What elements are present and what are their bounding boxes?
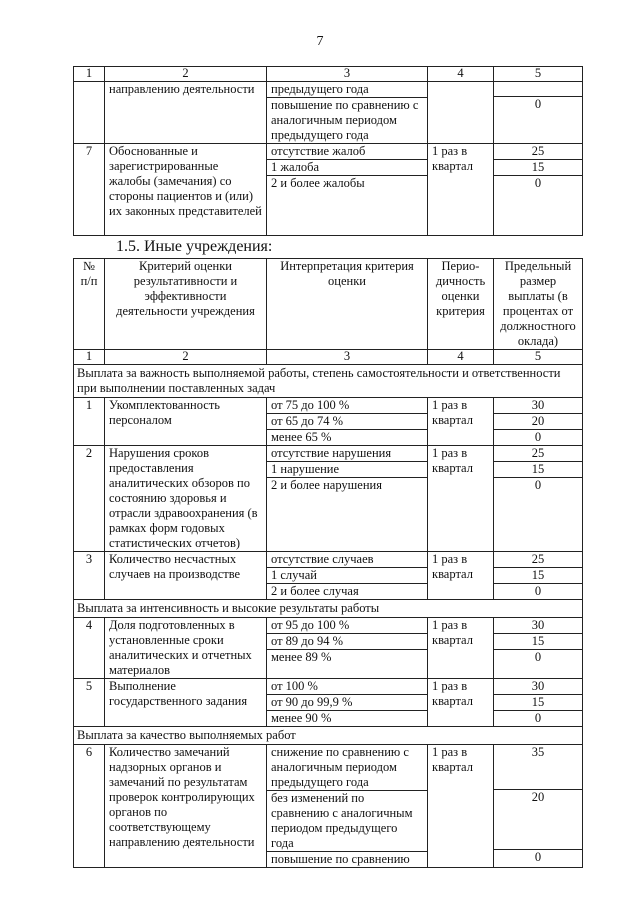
interp-line: повышение по сравнению — [271, 852, 410, 866]
column-number-row — [74, 350, 583, 365]
criterion-cell: Доля подготовленных в установленные сроки аналитических и отчетных материалов — [105, 618, 267, 679]
interp-line: повышение по сравнению с аналогичным периодом предыдущего года — [271, 98, 419, 142]
interp-line: отсутствие случаев — [267, 552, 427, 568]
value-line: 30 — [494, 398, 582, 414]
row-number: 4 — [74, 618, 105, 679]
interp-line: 2 и более случая — [271, 584, 359, 598]
table-row — [74, 552, 583, 600]
criterion-cell: направлению деятельности — [105, 82, 267, 144]
interp-line: от 89 до 94 % — [267, 634, 427, 650]
section-title: Выплата за интенсивность и высокие результаты работы — [74, 600, 583, 618]
col-number: 4 — [428, 67, 494, 82]
criterion-cell: Количество несчастных случаев на производстве — [105, 552, 267, 600]
value-line: 0 — [534, 478, 542, 492]
value-line: 20 — [494, 790, 582, 850]
col-number: 3 — [267, 350, 428, 365]
interp-line: менее 89 % — [271, 650, 332, 664]
table-row — [74, 618, 583, 679]
header-num: № п/п — [74, 259, 105, 350]
value-line: 15 — [494, 634, 582, 650]
interp-line: снижение по сравнению с аналогичным периодом предыдущего года — [267, 745, 427, 791]
interp-line: менее 65 % — [271, 430, 332, 444]
table-row — [74, 82, 583, 144]
table-row — [74, 398, 583, 446]
value-line: 25 — [494, 446, 582, 462]
row-number: 2 — [74, 446, 105, 552]
value-line: 0 — [534, 850, 542, 864]
interp-line: отсутствие жалоб — [267, 144, 427, 160]
value-line: 30 — [494, 618, 582, 634]
interp-line: менее 90 % — [271, 711, 332, 725]
period-cell: 1 раз в квартал — [428, 446, 494, 552]
section-title: Выплата за качество выполняемых работ — [74, 727, 583, 745]
value-line — [494, 82, 582, 97]
row-number: 1 — [74, 398, 105, 446]
row-number: 5 — [74, 679, 105, 727]
period-cell: 1 раз в квартал — [428, 398, 494, 446]
table-row — [74, 745, 583, 868]
interp-line: 2 и более жалобы — [271, 176, 365, 190]
value-line: 15 — [494, 160, 582, 176]
section-row — [74, 600, 583, 618]
row-number: 6 — [74, 745, 105, 868]
interp-line: от 95 до 100 % — [267, 618, 427, 634]
table-continuation — [73, 66, 583, 236]
period-cell: 1 раз в квартал — [428, 679, 494, 727]
interp-line: 2 и более нарушения — [271, 478, 382, 492]
value-line: 15 — [494, 695, 582, 711]
interp-line: отсутствие нарушения — [267, 446, 427, 462]
value-line: 35 — [494, 745, 582, 790]
value-line: 20 — [494, 414, 582, 430]
interp-line: предыдущего года — [267, 82, 427, 98]
interp-line: от 100 % — [267, 679, 427, 695]
value-line: 0 — [534, 711, 542, 725]
interp-line: от 65 до 74 % — [267, 414, 427, 430]
column-number-row — [74, 67, 583, 82]
table-row — [74, 679, 583, 727]
col-number: 1 — [74, 67, 105, 82]
period-cell: 1 раз в квартал — [428, 552, 494, 600]
header-row — [74, 259, 583, 350]
col-number: 3 — [267, 67, 428, 82]
header-interp: Интерпретация критерия оценки — [267, 259, 428, 350]
interp-line: без изменений по сравнению с аналогичным периодом предыдущего года — [267, 791, 427, 852]
table-other-institutions — [73, 258, 583, 868]
col-number: 1 — [74, 350, 105, 365]
row-number: 3 — [74, 552, 105, 600]
criterion-cell: Количество замечаний надзорных органов и замечаний по результатам проверок контролирующих органов по соответствующему направлению деятельности — [105, 745, 267, 868]
interp-line: 1 жалоба — [267, 160, 427, 176]
section-row — [74, 365, 583, 398]
header-period: Перио-дичность оценки критерия — [428, 259, 494, 350]
col-number: 2 — [105, 350, 267, 365]
col-number: 5 — [494, 67, 583, 82]
table-row — [74, 144, 583, 236]
criterion-cell: Нарушения сроков предоставления аналитических обзоров по состоянию здоровья и отрасли здравоохранения (в рамках форм годовых статистических отчетов) — [105, 446, 267, 552]
col-number: 5 — [494, 350, 583, 365]
value-line: 0 — [534, 650, 542, 664]
period-cell: 1 раз в квартал — [428, 144, 494, 236]
value-line: 0 — [534, 97, 542, 111]
criterion-cell: Обоснованные и зарегистрированные жалобы (замечания) со стороны пациентов и (или) их законных представителей — [105, 144, 267, 236]
interp-line: 1 случай — [267, 568, 427, 584]
value-line: 25 — [494, 552, 582, 568]
section-row — [74, 727, 583, 745]
value-line: 0 — [534, 584, 542, 598]
value-line: 15 — [494, 462, 582, 478]
header-payment: Предельный размер выплаты (в процентах от должностного оклада) — [494, 259, 583, 350]
period-cell: 1 раз в квартал — [428, 618, 494, 679]
section-title: Выплата за важность выполняемой работы, степень самостоятельности и ответственности при выполнении поставленных задач — [74, 365, 583, 398]
header-criterion: Критерий оценки результативности и эффективности деятельности учреждения — [105, 259, 267, 350]
criterion-cell: Укомплектованность персоналом — [105, 398, 267, 446]
page-number: 7 — [316, 34, 324, 49]
criterion-cell: Выполнение государственного задания — [105, 679, 267, 727]
period-cell: 1 раз в квартал — [428, 745, 494, 868]
interp-line: 1 нарушение — [267, 462, 427, 478]
row-number: 7 — [74, 144, 105, 236]
table-row — [74, 446, 583, 552]
value-line: 0 — [534, 176, 542, 190]
interp-line: от 75 до 100 % — [267, 398, 427, 414]
section-heading: 1.5. Иные учреждения: — [116, 238, 273, 255]
col-number: 2 — [105, 67, 267, 82]
value-line: 15 — [494, 568, 582, 584]
value-line: 25 — [494, 144, 582, 160]
interp-line: от 90 до 99,9 % — [267, 695, 427, 711]
col-number: 4 — [428, 350, 494, 365]
value-line: 0 — [534, 430, 542, 444]
value-line: 30 — [494, 679, 582, 695]
